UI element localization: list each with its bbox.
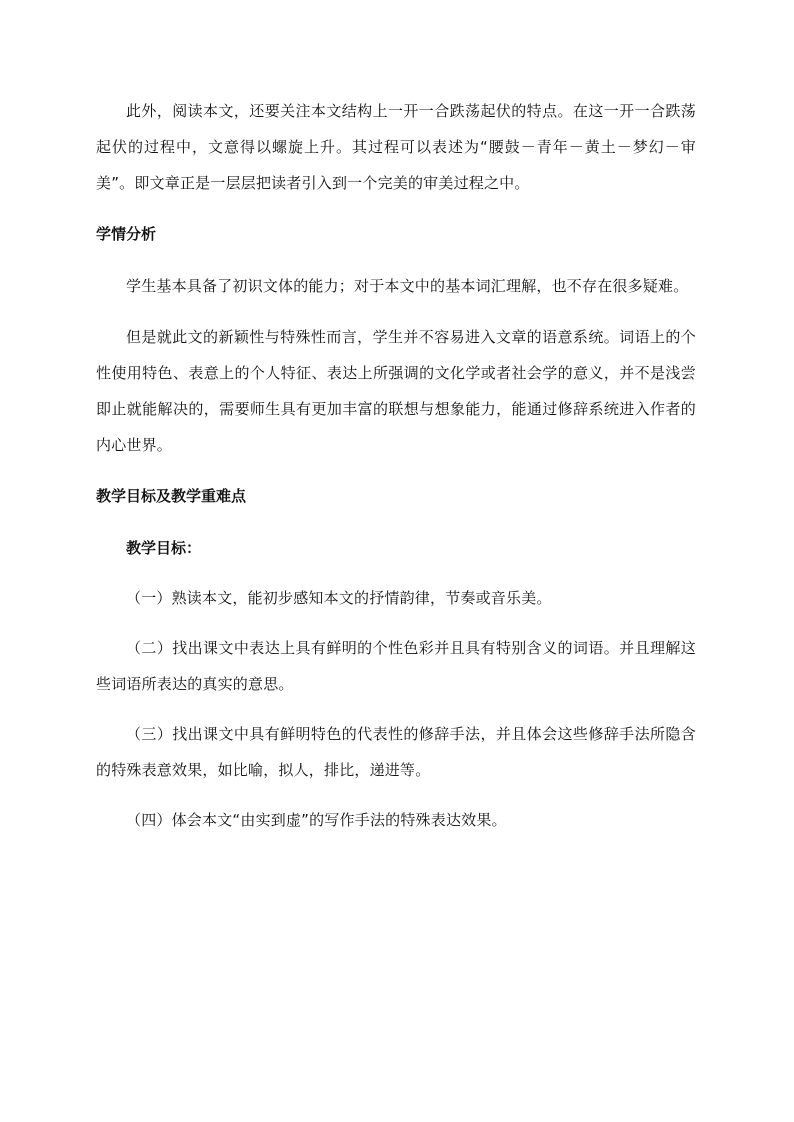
goal-item-2: （二）找出课文中表达上具有鲜明的个性色彩并且具有特别含义的词语。并且理解这些词语所表达的真实的意思。 (96, 639, 696, 693)
section-title-learning-analysis: 学情分析 (96, 225, 157, 243)
section-title-teaching-goals: 教学目标及教学重难点 (96, 487, 247, 505)
document-content (96, 93, 696, 852)
learning-analysis-paragraph-2: 但是就此文的新颖性与特殊性而言，学生并不容易进入文章的语意系统。词语上的个性使用特色、表意上的个人特征、表达上所强调的文化学或者社会学的意义，并不是浅尝即止就能解决的，需要师生具有更加丰富的联想与想象能力，能通过修辞系统进入作者的内心世界。 (96, 328, 696, 454)
learning-analysis-paragraph-1: 学生基本具备了初识文体的能力；对于本文中的基本词汇理解，也不存在很多疑难。 (126, 277, 689, 295)
goal-item-1: （一）熟读本文，能初步感知本文的抒情韵律，节奏或音乐美。 (126, 589, 552, 607)
teaching-goals-subtitle: 教学目标： (126, 539, 202, 557)
goal-item-3: （三）找出课文中具有鲜明特色的代表性的修辞手法，并且体会这些修辞手法所隐含的特殊表意效果，如比喻，拟人，排比，递进等。 (96, 725, 696, 779)
intro-paragraph: 此外，阅读本文，还要关注本文结构上一开一合跌荡起伏的特点。在这一开一合跌荡起伏的过程中，文意得以螺旋上升。其过程可以表述为“腰鼓－青年－黄土－梦幻－审美”。即文章正是一层层把读者引入到一个完美的审美过程之中。 (96, 102, 696, 192)
goal-item-4: （四）体会本文“由实到虚”的写作手法的特殊表达效果。 (126, 811, 507, 829)
